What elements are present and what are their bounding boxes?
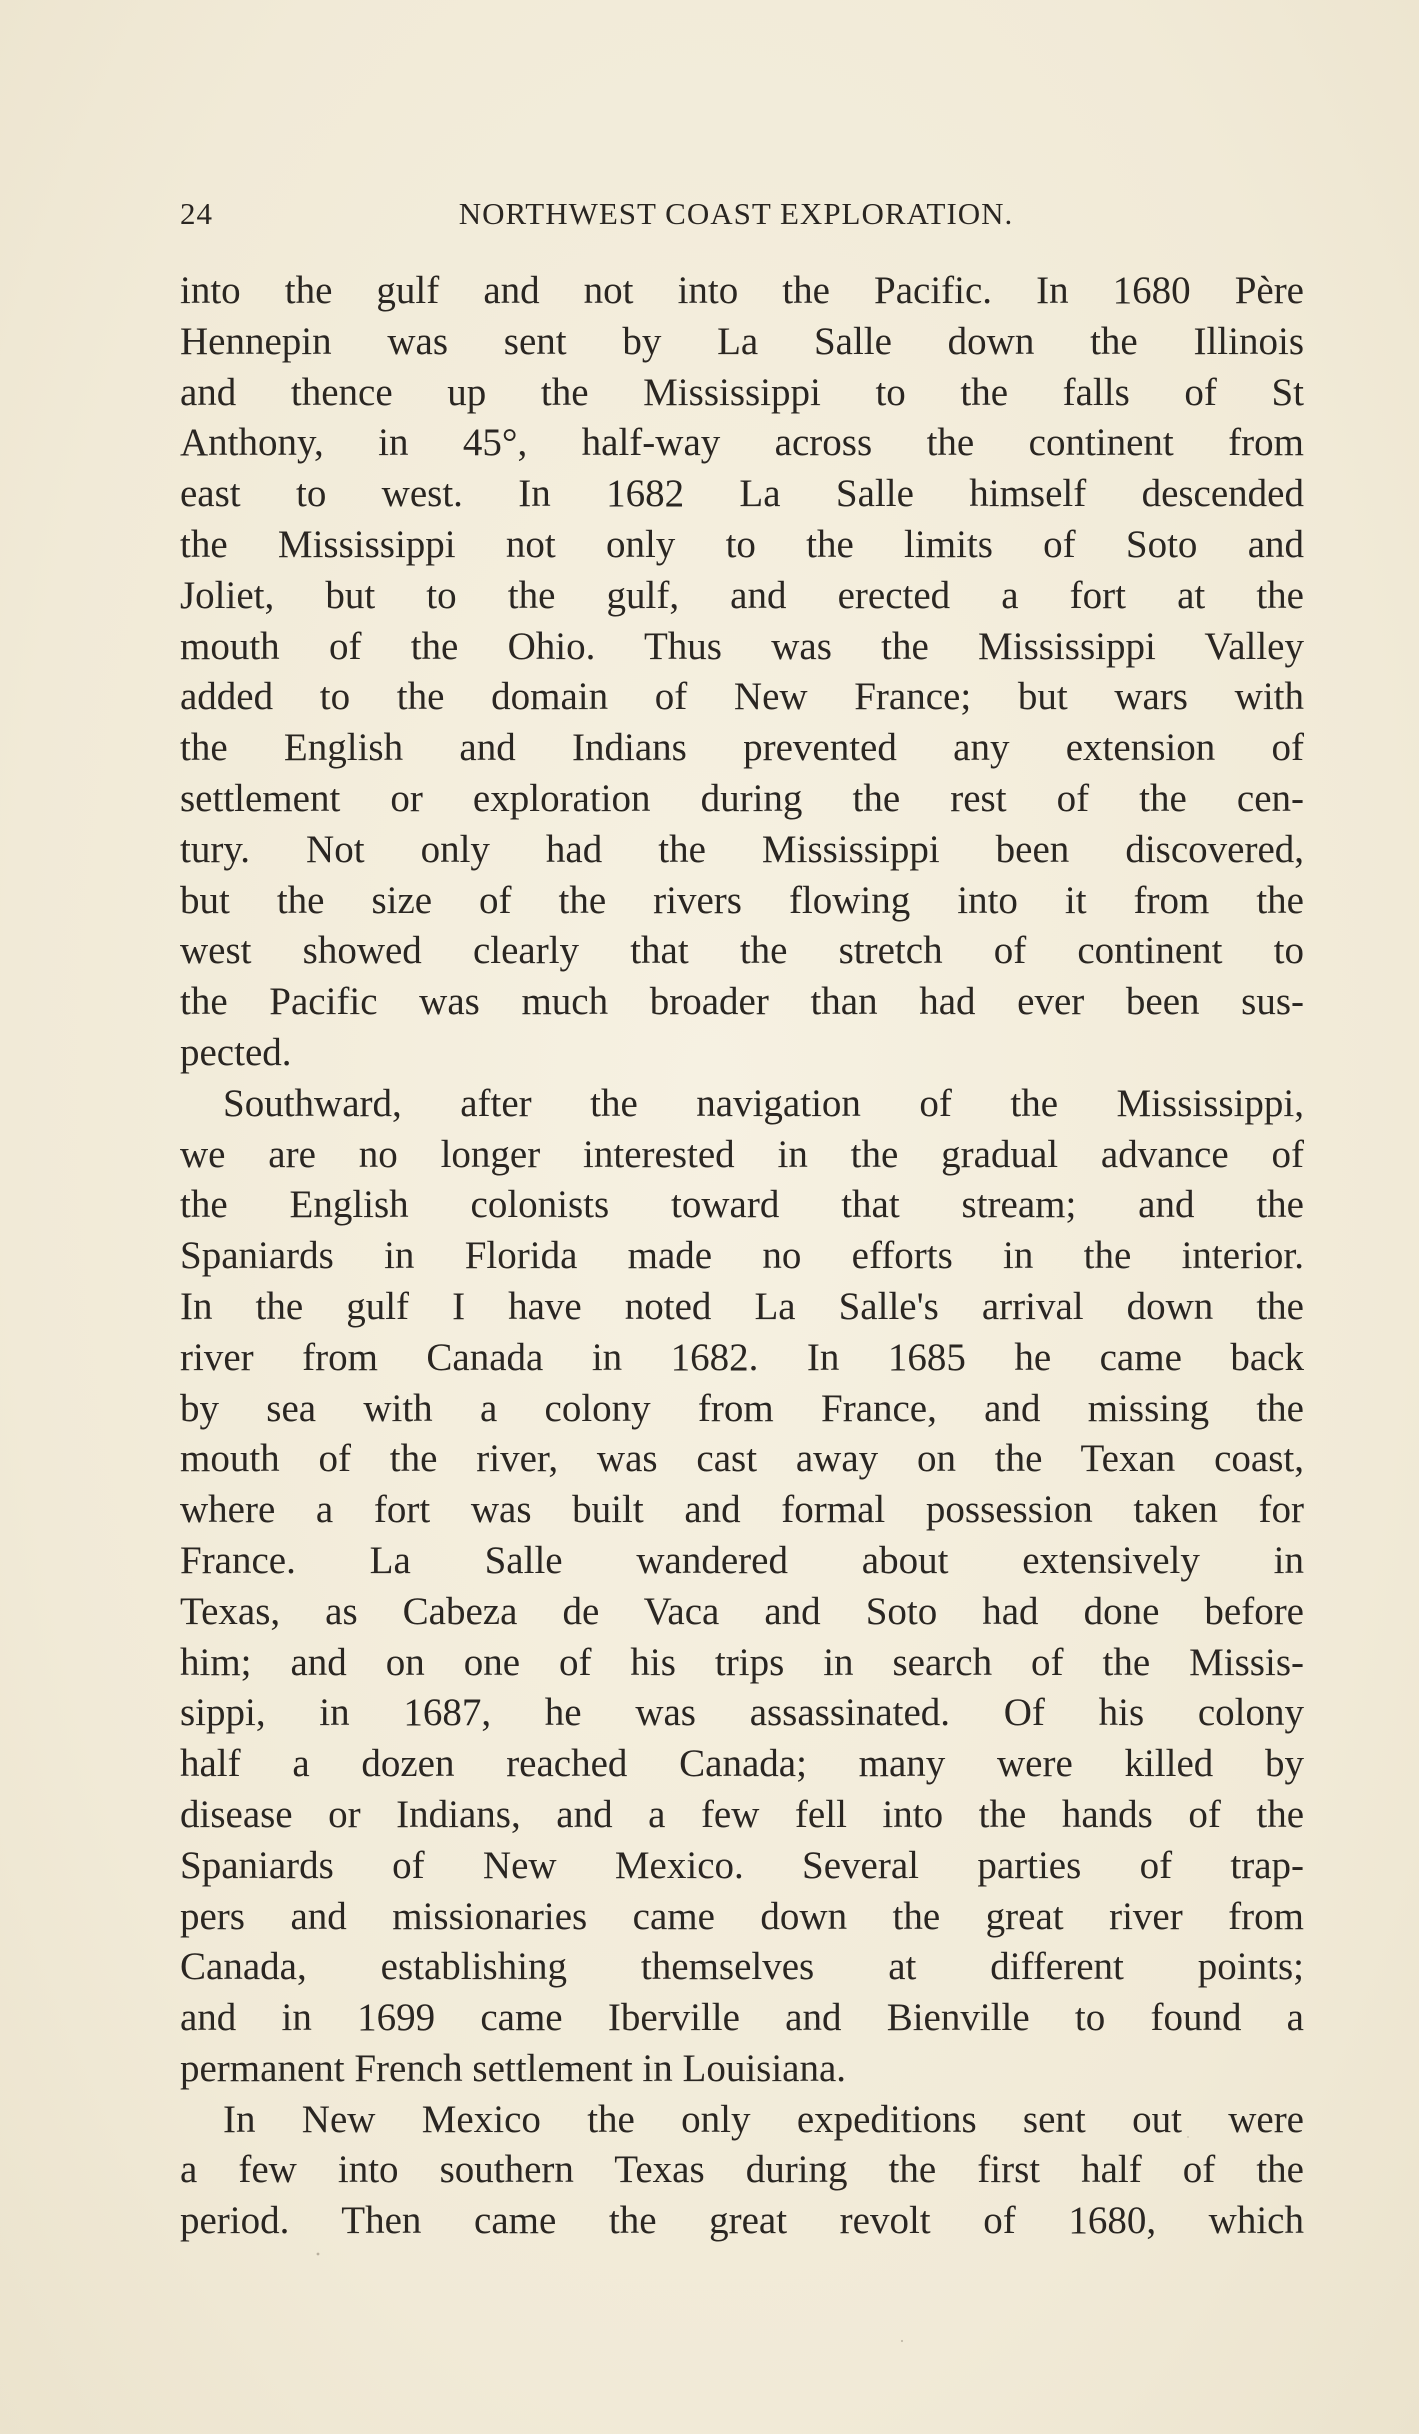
text-line: Southward, after the navigation of the Mississippi, <box>223 1081 1304 1125</box>
text-line: we are no longer interested in the gradual advance of <box>180 1132 1304 1176</box>
text-line: France. La Salle wandered about extensively in <box>180 1538 1304 1582</box>
text-line: where a fort was built and formal possession taken for <box>180 1488 1304 1532</box>
text-line: a few into southern Texas during the first half of the <box>180 2148 1304 2192</box>
text-line: mouth of the river, was cast away on the Texan coast, <box>180 1437 1304 1481</box>
text-line: Spaniards of New Mexico. Several parties of trap- <box>180 1843 1304 1887</box>
text-line: sippi, in 1687, he was assassinated. Of his colony <box>180 1691 1304 1735</box>
text-line: Anthony, in 45°, half-way across the continent from <box>180 421 1304 465</box>
text-line: In New Mexico the only expeditions sent out were <box>223 2097 1304 2141</box>
text-line: disease or Indians, and a few fell into the hands of the <box>180 1792 1304 1836</box>
text-line: half a dozen reached Canada; many were killed by <box>180 1742 1304 1786</box>
text-line: Joliet, but to the gulf, and erected a fort at the <box>180 573 1304 617</box>
text-line: by sea with a colony from France, and missing the <box>180 1386 1304 1430</box>
text-line: river from Canada in 1682. In 1685 he came back <box>180 1335 1304 1379</box>
text-line: and in 1699 came Iberville and Bienville to found a <box>180 1996 1304 2040</box>
text-line: and thence up the Mississippi to the falls of St <box>180 370 1304 414</box>
text-line: pers and missionaries came down the great river from <box>180 1894 1304 1938</box>
text-line: east to west. In 1682 La Salle himself descended <box>180 472 1304 516</box>
text-line: the Pacific was much broader than had ever been sus- <box>180 980 1304 1024</box>
text-line: but the size of the rivers flowing into it from the <box>180 878 1304 922</box>
text-line: the English and Indians prevented any extension of <box>180 726 1304 770</box>
text-line: pected. <box>180 1030 292 1074</box>
text-line: permanent French settlement in Louisiana. <box>180 2046 847 2090</box>
text-line: Canada, establishing themselves at different points; <box>180 1945 1304 1989</box>
text-line: into the gulf and not into the Pacific. In 1680 Père <box>180 269 1304 312</box>
text-line: mouth of the Ohio. Thus was the Mississippi Valley <box>180 624 1304 668</box>
text-line: west showed clearly that the stretch of continent to <box>180 929 1304 973</box>
running-title: NORTHWEST COAST EXPLORATION. <box>458 196 1014 231</box>
body-text <box>180 266 1304 2247</box>
running-head <box>180 196 1262 236</box>
text-line: Hennepin was sent by La Salle down the Illinois <box>180 319 1304 363</box>
text-line: the English colonists toward that stream; and the <box>180 1183 1304 1227</box>
text-line: In the gulf I have noted La Salle's arrival down the <box>180 1284 1304 1328</box>
text-line: him; and on one of his trips in search of the Missis- <box>180 1640 1304 1684</box>
text-line: the Mississippi not only to the limits of Soto and <box>180 522 1304 566</box>
text-line: Spaniards in Florida made no efforts in the interior. <box>180 1234 1304 1278</box>
text-line: tury. Not only had the Mississippi been discovered, <box>180 827 1304 871</box>
text-line: settlement or exploration during the rest of the cen- <box>180 776 1304 820</box>
text-line: period. Then came the great revolt of 1680, which <box>180 2199 1304 2243</box>
text-line: added to the domain of New France; but wars with <box>180 675 1304 719</box>
text-line: Texas, as Cabeza de Vaca and Soto had done before <box>180 1589 1304 1633</box>
page-number: 24 <box>180 196 213 231</box>
